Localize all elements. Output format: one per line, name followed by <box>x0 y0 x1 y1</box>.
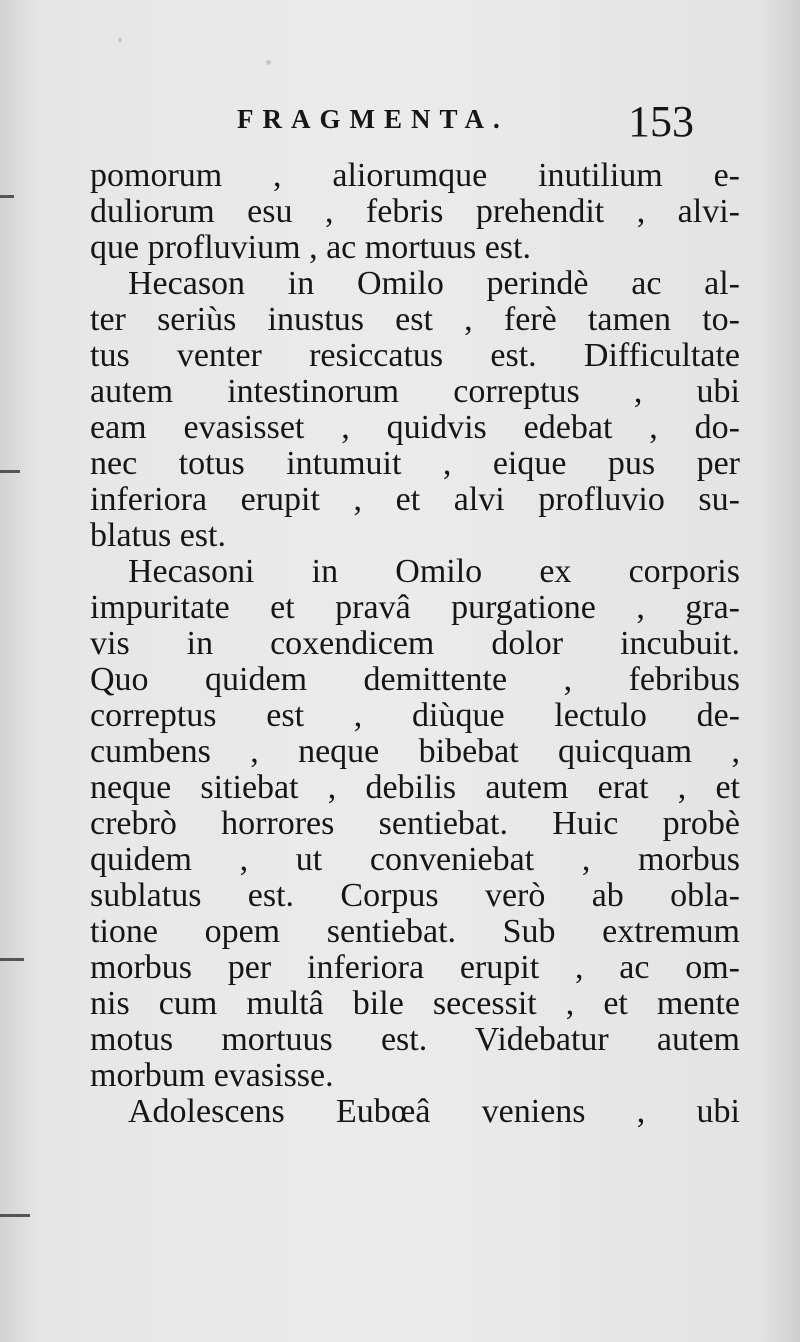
text-line: nec totus intumuit , eique pus per <box>90 445 740 482</box>
margin-mark <box>0 958 24 961</box>
text-line: Quo quidem demittente , febribus <box>90 661 740 698</box>
ink-speck <box>266 60 271 65</box>
text-line: motus mortuus est. Videbatur autem <box>90 1021 740 1058</box>
text-line: pomorum , aliorumque inutilium e- <box>90 157 740 194</box>
text-line: tione opem sentiebat. Sub extremum <box>90 913 740 950</box>
body-text <box>90 158 740 1130</box>
ink-speck <box>118 38 122 42</box>
text-line: autem intestinorum correptus , ubi <box>90 373 740 410</box>
page-number: 153 <box>628 97 694 146</box>
page-header <box>0 96 800 146</box>
text-line: morbus per inferiora erupit , ac om- <box>90 949 740 986</box>
text-line: sublatus est. Corpus verò ab obla- <box>90 877 740 914</box>
running-head: FRAGMENTA. <box>237 104 509 134</box>
text-line: blatus est. <box>90 517 226 554</box>
margin-mark <box>0 470 20 473</box>
text-line: correptus est , diùque lectulo de- <box>90 697 740 734</box>
text-line: morbum evasisse. <box>90 1057 334 1094</box>
text-line: tus venter resiccatus est. Difficultate <box>90 337 740 374</box>
text-line: cumbens , neque bibebat quicquam , <box>90 733 740 770</box>
margin-mark <box>0 1214 30 1217</box>
text-line: crebrò horrores sentiebat. Huic probè <box>90 805 740 842</box>
text-line: Adolescens Eubœâ veniens , ubi <box>128 1093 740 1130</box>
text-line: duliorum esu , febris prehendit , alvi- <box>90 193 740 230</box>
text-line: Hecasoni in Omilo ex corporis <box>128 553 740 590</box>
text-line: que profluvium , ac mortuus est. <box>90 229 531 266</box>
text-line: nis cum multâ bile secessit , et mente <box>90 985 740 1022</box>
text-line: neque sitiebat , debilis autem erat , et <box>90 769 740 806</box>
text-line: vis in coxendicem dolor incubuit. <box>90 625 740 662</box>
text-line: Hecason in Omilo perindè ac al- <box>128 265 740 302</box>
text-line: quidem , ut conveniebat , morbus <box>90 841 740 878</box>
text-line: eam evasisset , quidvis edebat , do- <box>90 409 740 446</box>
margin-mark <box>0 195 14 198</box>
text-line: ter seriùs inustus est , ferè tamen to- <box>90 301 740 338</box>
text-line: inferiora erupit , et alvi profluvio su- <box>90 481 740 518</box>
text-line: impuritate et pravâ purgatione , gra- <box>90 589 740 626</box>
